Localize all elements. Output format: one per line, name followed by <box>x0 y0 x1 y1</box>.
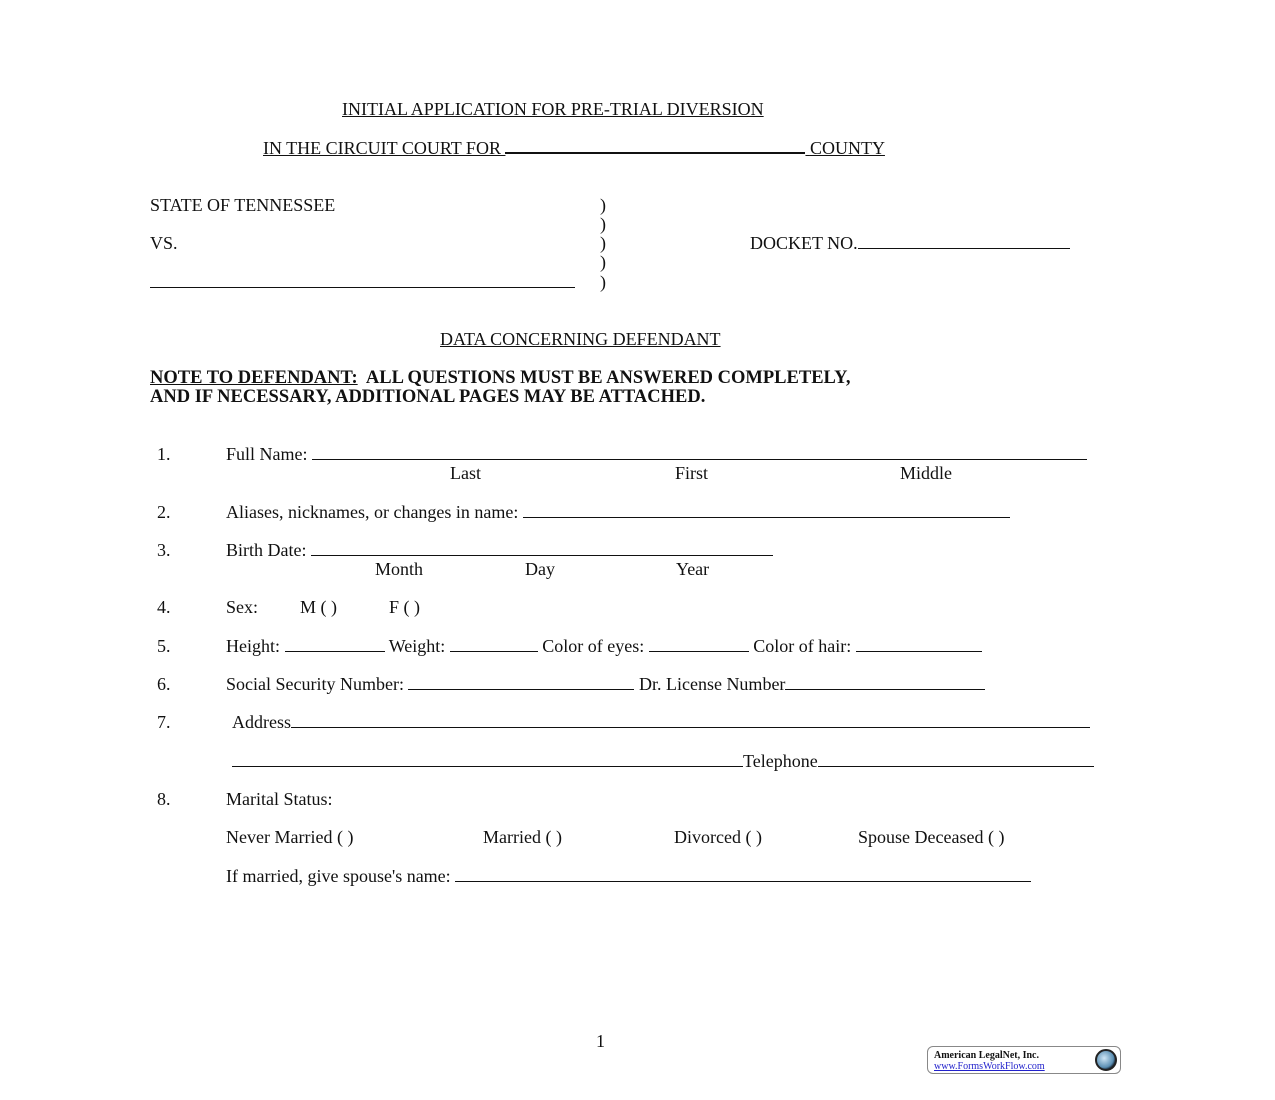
sex-male-checkbox[interactable]: M ( ) <box>300 597 337 617</box>
hair-label: Color of hair: <box>753 636 852 656</box>
first-label: First <box>675 463 709 483</box>
address-label: Address <box>232 712 291 732</box>
address-field-2[interactable] <box>232 751 743 767</box>
telephone-field[interactable] <box>818 751 1094 767</box>
item-number: 1. <box>157 444 171 464</box>
hair-field[interactable] <box>856 636 982 652</box>
court-suffix: COUNTY <box>809 138 885 158</box>
paren: ) <box>600 233 606 253</box>
license-field[interactable] <box>785 674 985 690</box>
never-married-checkbox[interactable]: Never Married ( ) <box>226 827 354 847</box>
item-number: 3. <box>157 540 171 560</box>
spouse-deceased-checkbox[interactable]: Spouse Deceased ( ) <box>858 827 1005 847</box>
weight-label: Weight: <box>388 636 446 656</box>
paren: ) <box>600 195 606 215</box>
court-line <box>263 137 885 158</box>
item-number: 5. <box>157 636 171 656</box>
month-label: Month <box>375 559 424 579</box>
page-number: 1 <box>596 1031 605 1051</box>
spouse-field[interactable] <box>455 866 1031 882</box>
middle-label: Middle <box>900 463 952 483</box>
paren: ) <box>600 272 606 292</box>
item-number: 7. <box>157 712 171 732</box>
eyes-label: Color of eyes: <box>542 636 645 656</box>
eyes-field[interactable] <box>649 636 749 652</box>
ssn-field[interactable] <box>408 674 634 690</box>
logo-url[interactable]: www.FormsWorkFlow.com <box>934 1061 1045 1072</box>
document-title: INITIAL APPLICATION FOR PRE-TRIAL DIVERSION <box>342 99 764 119</box>
ssn-label: Social Security Number: <box>226 674 404 694</box>
aliases-field[interactable] <box>523 502 1010 518</box>
state-label: STATE OF TENNESSEE <box>150 195 336 215</box>
height-field[interactable] <box>285 636 385 652</box>
docket-line <box>750 233 1070 253</box>
year-label: Year <box>676 559 710 579</box>
docket-label: DOCKET NO. <box>750 233 858 253</box>
address-field[interactable] <box>291 712 1090 728</box>
globe-icon <box>1095 1049 1117 1071</box>
item-number: 8. <box>157 789 171 809</box>
note-label: NOTE TO DEFENDANT: <box>150 368 358 388</box>
docket-field[interactable] <box>858 233 1070 249</box>
note-line-2: AND IF NECESSARY, ADDITIONAL PAGES MAY BE ATTACHED. <box>150 387 706 407</box>
section-title: DATA CONCERNING DEFENDANT <box>440 329 721 349</box>
item-number: 2. <box>157 502 171 522</box>
logo <box>927 1046 1121 1074</box>
telephone-label: Telephone <box>743 751 818 771</box>
married-checkbox[interactable]: Married ( ) <box>483 827 562 847</box>
full-name-label: Full Name: <box>226 444 308 464</box>
county-field[interactable] <box>505 137 805 154</box>
divorced-checkbox[interactable]: Divorced ( ) <box>674 827 762 847</box>
last-label: Last <box>450 463 481 483</box>
sex-female-checkbox[interactable]: F ( ) <box>389 597 420 617</box>
full-name-field[interactable] <box>312 444 1087 460</box>
defendant-name-field[interactable] <box>150 272 575 288</box>
item-number: 4. <box>157 597 171 617</box>
birth-date-label: Birth Date: <box>226 540 307 560</box>
weight-field[interactable] <box>450 636 538 652</box>
court-prefix: IN THE CIRCUIT COURT FOR <box>263 138 501 158</box>
logo-company: American LegalNet, Inc. <box>934 1050 1039 1061</box>
item-number: 6. <box>157 674 171 694</box>
paren: ) <box>600 252 606 272</box>
paren: ) <box>600 214 606 234</box>
vs-label: VS. <box>150 233 178 253</box>
aliases-label: Aliases, nicknames, or changes in name: <box>226 502 519 522</box>
note-text: ALL QUESTIONS MUST BE ANSWERED COMPLETELY, <box>365 368 851 388</box>
marital-label: Marital Status: <box>226 789 333 809</box>
birth-date-field[interactable] <box>311 540 773 556</box>
spouse-label: If married, give spouse's name: <box>226 866 451 886</box>
note-line-1 <box>150 368 850 388</box>
day-label: Day <box>525 559 555 579</box>
height-label: Height: <box>226 636 280 656</box>
license-label: Dr. License Number <box>638 674 786 694</box>
sex-label: Sex: <box>226 597 259 617</box>
